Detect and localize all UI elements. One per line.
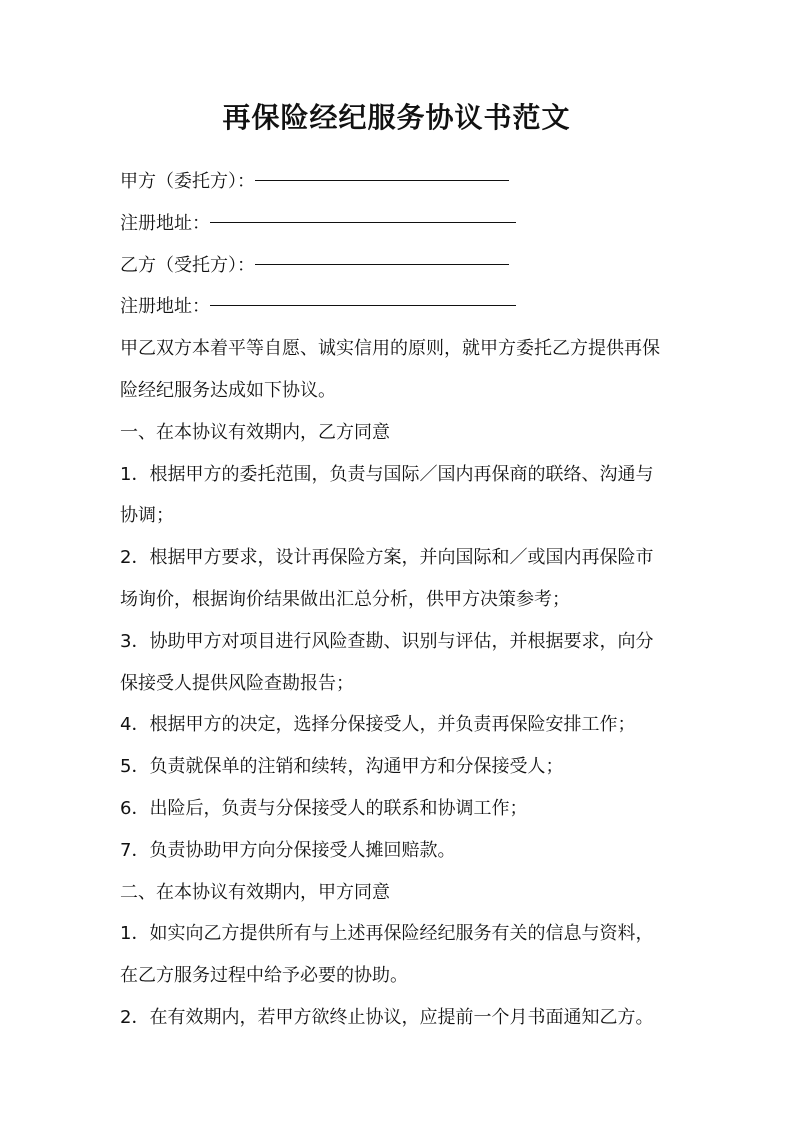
section1-line: 2．根据甲方要求，设计再保险方案，并向国际和／或国内再保险市	[120, 547, 654, 569]
party-a-blank[interactable]	[255, 179, 509, 181]
section2-line: 在乙方服务过程中给予必要的协助。	[120, 965, 408, 987]
intro-line: 险经纪服务达成如下协议。	[120, 379, 336, 401]
intro-line: 甲乙双方本着平等自愿、诚实信用的原则，就甲方委托乙方提供再保	[120, 338, 660, 360]
section1-line: 3．协助甲方对项目进行风险查勘、识别与评估，并根据要求，向分	[120, 630, 654, 652]
section1-line: 场询价，根据询价结果做出汇总分析，供甲方决策参考；	[120, 588, 570, 610]
section2-line: 1．如实向乙方提供所有与上述再保险经纪服务有关的信息与资料，	[120, 923, 654, 945]
party-a-address-label: 注册地址：	[120, 212, 210, 234]
section1-heading: 一、在本协议有效期内，乙方同意	[120, 421, 390, 443]
section1-line: 7．负责协助甲方向分保接受人摊回赔款。	[120, 839, 456, 861]
party-b-address-field	[120, 286, 680, 328]
document-body	[120, 161, 680, 1039]
section2-heading: 二、在本协议有效期内，甲方同意	[120, 881, 390, 903]
section1-line: 4．根据甲方的决定，选择分保接受人，并负责再保险安排工作；	[120, 714, 636, 736]
party-b-blank[interactable]	[255, 263, 509, 265]
section1-line: 5．负责就保单的注销和续转，沟通甲方和分保接受人；	[120, 756, 564, 778]
party-b-address-label: 注册地址：	[120, 296, 210, 318]
party-b-label: 乙方（受托方）：	[120, 254, 255, 276]
section1-line: 保接受人提供风险查勘报告；	[120, 672, 354, 694]
section1-line: 6．出险后，负责与分保接受人的联系和协调工作；	[120, 797, 528, 819]
party-b-field	[120, 245, 680, 287]
section1-line: 协调；	[120, 505, 174, 527]
section1-line: 1．根据甲方的委托范围，负责与国际／国内再保商的联络、沟通与	[120, 463, 654, 485]
party-b-address-blank[interactable]	[210, 304, 516, 306]
document-title: 再保险经纪服务协议书范文	[222, 101, 571, 134]
party-a-field	[120, 161, 680, 203]
party-a-address-blank[interactable]	[210, 221, 516, 223]
party-a-address-field	[120, 203, 680, 245]
party-a-label: 甲方（委托方）：	[120, 171, 255, 192]
section2-line: 2．在有效期内，若甲方欲终止协议，应提前一个月书面通知乙方。	[120, 1006, 654, 1028]
